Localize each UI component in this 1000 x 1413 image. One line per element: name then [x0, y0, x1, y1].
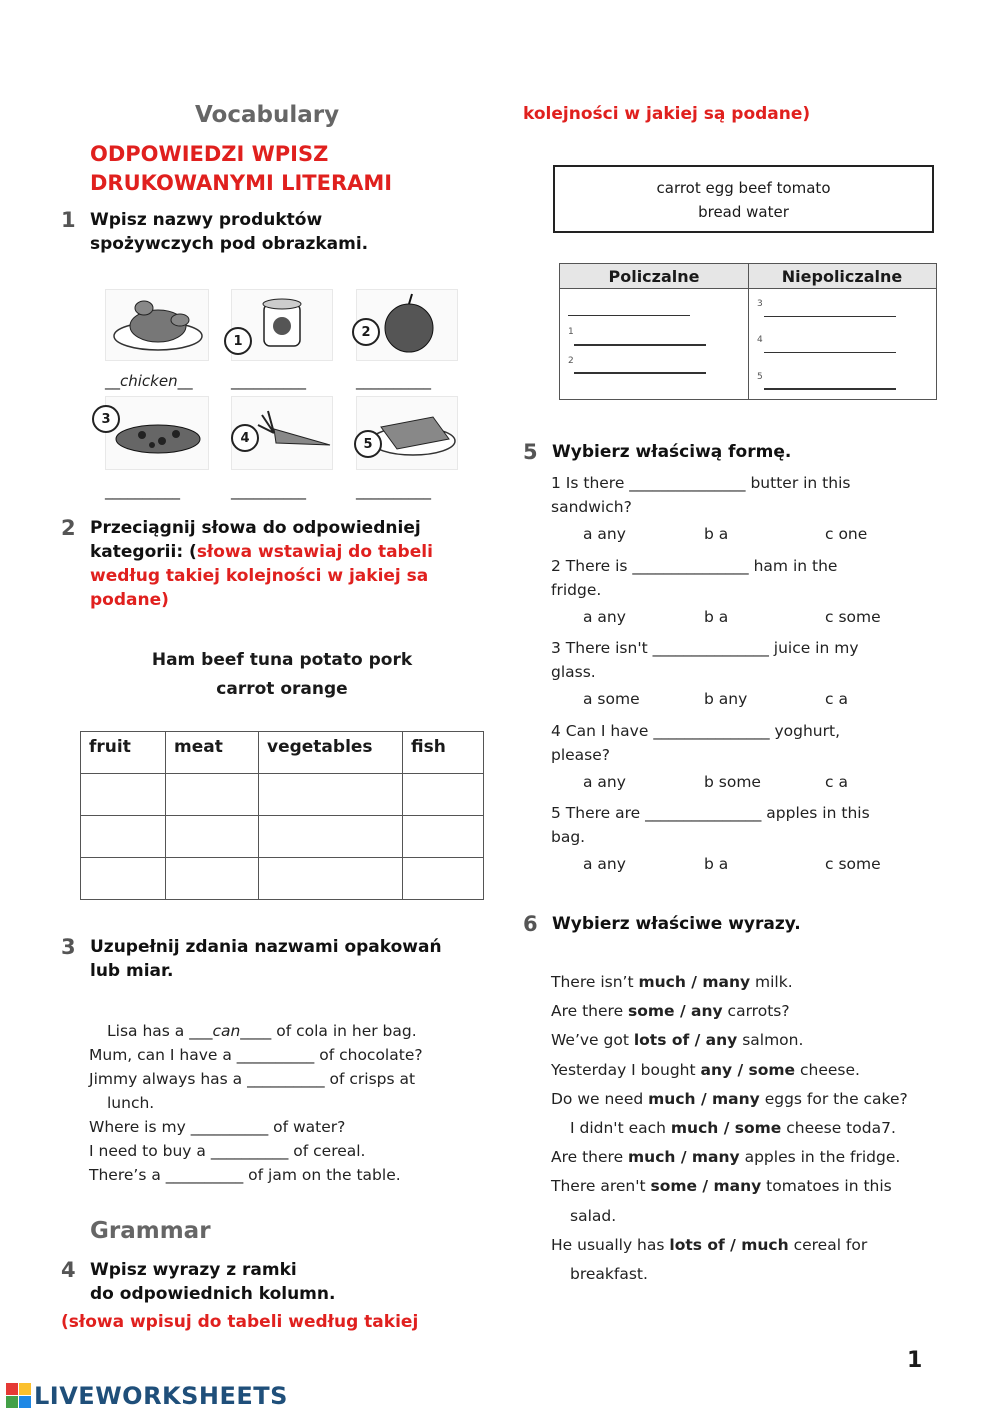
- ex5-o4c[interactable]: c a: [825, 773, 848, 791]
- exercise-5-number: 5: [523, 440, 538, 464]
- ex5-q5-block: [551, 801, 870, 849]
- ex5-o2b[interactable]: b a: [704, 608, 729, 626]
- ex5-q4b: please?: [551, 746, 611, 764]
- red-title-line2: DRUKOWANYMI LITERAMI: [90, 171, 393, 195]
- ex2-line2a: kategorii: (: [90, 542, 197, 562]
- line-number-5: 5: [757, 372, 763, 382]
- ex5-o4b[interactable]: b some: [704, 773, 761, 791]
- ex6-l4-post: cheese.: [795, 1060, 860, 1079]
- ex5-questions: [551, 471, 971, 519]
- line-number-3: 3: [757, 299, 763, 309]
- chicken-icon: [106, 290, 208, 360]
- ex6-l2-post: carrots?: [722, 1002, 790, 1021]
- ex5-o2a[interactable]: a any: [583, 608, 626, 626]
- answer-line-3[interactable]: [764, 316, 896, 317]
- category-table: [80, 731, 484, 900]
- ex5-o3b[interactable]: b any: [704, 690, 748, 708]
- ex6-l9-pre: He usually has: [551, 1235, 670, 1254]
- ex5-q5: 5 There are _______________ apples in this: [551, 804, 870, 822]
- ex2-line2: [90, 540, 433, 564]
- line-number-4: 4: [757, 335, 763, 345]
- picture-label-4: 4: [231, 424, 259, 452]
- ex5-q4: 4 Can I have _______________ yoghurt,: [551, 722, 841, 740]
- liveworksheets-logo-icon: [6, 1383, 32, 1409]
- ex5-o5b[interactable]: b a: [704, 855, 729, 873]
- answer-blank-2[interactable]: __________: [356, 372, 431, 390]
- exercise-5-title: Wybierz właściwą formę.: [552, 442, 792, 462]
- ex5-o3c[interactable]: c a: [825, 690, 848, 708]
- answer-blank-1[interactable]: __________: [231, 372, 306, 390]
- ex2-line2b: słowa wstawiaj do tabeli: [196, 542, 433, 562]
- exercise-3-number: 3: [61, 935, 76, 959]
- grammar-heading: Grammar: [90, 1218, 211, 1244]
- ex6-line-8: [551, 1172, 908, 1201]
- ex6-l1-post: milk.: [750, 973, 793, 991]
- drop-cell[interactable]: [259, 816, 403, 858]
- drop-cell[interactable]: [259, 774, 403, 816]
- ex2-words-line2[interactable]: carrot orange: [216, 679, 348, 699]
- answer-blank-4[interactable]: __________: [231, 482, 306, 500]
- ex6-l5-pre: Do we need: [551, 1089, 649, 1108]
- ex3-sentence-3b: lunch.: [107, 1094, 155, 1112]
- ex5-q2: 2 There is _______________ ham in the: [551, 557, 838, 575]
- pizza-icon: [106, 397, 208, 469]
- ex3-sentence-3[interactable]: Jimmy always has a __________ of crisps at: [89, 1070, 416, 1088]
- ex6-l6-post: cheese toda7.: [781, 1119, 896, 1138]
- ex2-line3: według takiej kolejności w jakiej sa: [90, 566, 429, 586]
- answer-line-1[interactable]: [574, 344, 706, 346]
- drop-cell[interactable]: [166, 816, 259, 858]
- exercise-4-number: 4: [61, 1258, 76, 1282]
- ex6-l1-pre: There isn’t: [551, 973, 639, 991]
- ex5-o1b[interactable]: b a: [704, 525, 729, 543]
- exercise-3-instruction: [90, 935, 442, 983]
- ex6-line-8b: salad.: [570, 1206, 617, 1225]
- picture-label-3: 3: [92, 405, 120, 433]
- drop-cell[interactable]: [81, 858, 166, 900]
- ex5-q1: 1 Is there _______________ butter in this: [551, 474, 851, 492]
- pizza-picture: [105, 396, 209, 470]
- word-box-line2[interactable]: bread water: [698, 203, 789, 221]
- ex6-l6-choice[interactable]: much / some: [670, 1119, 782, 1138]
- line-number-2: 2: [568, 356, 574, 366]
- ex6-l3-choice[interactable]: lots of / any: [633, 1031, 738, 1050]
- ex1-line2: spożywczych pod obrazkami.: [90, 234, 369, 254]
- ex3-s1-post: of cola in her bag.: [271, 1022, 417, 1040]
- ex6-l3-post: salmon.: [737, 1031, 804, 1050]
- ex2-word-bank: [80, 646, 484, 704]
- red-title-line1: ODPOWIEDZI WPISZ: [90, 142, 329, 166]
- ex6-l8-post: tomatoes in this: [761, 1177, 892, 1196]
- vocabulary-heading: Vocabulary: [195, 102, 340, 128]
- drop-cell[interactable]: [259, 858, 403, 900]
- ex5-o2c[interactable]: c some: [825, 608, 881, 626]
- header-niepoliczalne: Niepoliczalne: [781, 267, 903, 286]
- ex5-q3b: glass.: [551, 663, 596, 681]
- exercise-1-instruction: [90, 208, 368, 256]
- ex6-l7-post: apples in the fridge.: [739, 1148, 901, 1167]
- header-meat: meat: [166, 732, 259, 774]
- exercise-2-number: 2: [61, 516, 76, 540]
- answer-blank-5[interactable]: __________: [356, 482, 431, 500]
- ex5-o1a[interactable]: a any: [583, 525, 626, 543]
- ex5-o5a[interactable]: a any: [583, 855, 626, 873]
- ex3-sentence-6[interactable]: There’s a __________ of jam on the table.: [89, 1166, 401, 1184]
- ex6-l2-pre: Are there: [551, 1002, 629, 1021]
- word-box: [553, 165, 934, 233]
- answer-line[interactable]: [568, 315, 690, 316]
- drop-cell[interactable]: [81, 816, 166, 858]
- ex3-s1-answer: ___can____: [189, 1022, 272, 1040]
- drop-cell[interactable]: [166, 774, 259, 816]
- header-fish: fish: [403, 732, 484, 774]
- ex6-line-9b: breakfast.: [570, 1265, 648, 1284]
- word-box-line1[interactable]: carrot egg beef tomato: [656, 179, 831, 197]
- answer-line-5[interactable]: [764, 388, 896, 390]
- ex6-l8-choice[interactable]: some / many: [650, 1177, 762, 1196]
- ex1-line1: Wpisz nazwy produktów: [90, 210, 323, 230]
- page-number: 1: [907, 1348, 923, 1373]
- exercise-6-title: Wybierz właściwe wyrazy.: [552, 914, 801, 934]
- ex3-sentence-5[interactable]: I need to buy a __________ of cereal.: [89, 1142, 366, 1160]
- ex5-o1c[interactable]: c one: [825, 525, 868, 543]
- answer-line-4[interactable]: [764, 352, 896, 353]
- liveworksheets-logo: [6, 1382, 288, 1410]
- ex6-l5-choice[interactable]: much / many: [648, 1089, 760, 1108]
- ex3-sentences: [89, 1019, 423, 1187]
- logo-text: LIVEWORKSHEETS: [34, 1382, 288, 1410]
- answer-chicken: __chicken__: [105, 372, 193, 390]
- ex6-l8-pre: There aren't: [551, 1177, 651, 1196]
- exercise-4-instruction: [90, 1258, 335, 1306]
- ex6-l1-choice[interactable]: much / many: [638, 973, 751, 991]
- ex6-line-9: [551, 1231, 908, 1260]
- exercise-2-instruction: [90, 516, 433, 612]
- red-instruction-title: [90, 140, 392, 198]
- ex6-l5-post: eggs for the cake?: [759, 1089, 908, 1108]
- picture-label-5: 5: [354, 430, 382, 458]
- ex6-line-5: [551, 1085, 908, 1114]
- ex4-line1: Wpisz wyrazy z ramki: [90, 1260, 297, 1280]
- drop-cell[interactable]: [166, 858, 259, 900]
- drop-cell[interactable]: [403, 774, 484, 816]
- ex5-q4-block: [551, 719, 840, 767]
- ex4-red-instruction: (słowa wpisuj do tabeli według takiej: [61, 1312, 419, 1332]
- exercise-6-number: 6: [523, 912, 538, 936]
- ex6-line-4: [551, 1056, 908, 1085]
- ex5-q1b: sandwich?: [551, 498, 632, 516]
- ex3-sentence-2[interactable]: Mum, can I have a __________ of chocolate?: [89, 1046, 423, 1064]
- ex3-sentence-4[interactable]: Where is my __________ of water?: [89, 1118, 346, 1136]
- answer-line-2[interactable]: [574, 372, 706, 374]
- ex5-o5c[interactable]: c some: [825, 855, 881, 873]
- ex5-o3a[interactable]: a some: [583, 690, 640, 708]
- ex6-l6-pre: I didn't each: [570, 1119, 671, 1138]
- line-number-1: 1: [568, 327, 574, 337]
- ex3-sentence-1: [89, 1019, 423, 1043]
- ex5-q3-block: [551, 636, 859, 684]
- chicken-picture: [105, 289, 209, 361]
- ex6-line-2: [551, 997, 908, 1026]
- ex5-q3: 3 There isn't _______________ juice in my: [551, 639, 859, 657]
- ex5-q5b: bag.: [551, 828, 586, 846]
- header-policzalne: Policzalne: [608, 267, 700, 286]
- ex6-l9-choice[interactable]: lots of / much: [669, 1235, 789, 1254]
- answer-blank-3[interactable]: __________: [105, 482, 180, 500]
- countable-table: [559, 263, 937, 400]
- ex6-l7-pre: Are there: [551, 1148, 629, 1167]
- ex6-l4-choice[interactable]: any / some: [700, 1060, 796, 1079]
- drop-cell[interactable]: [403, 816, 484, 858]
- ex5-q2-block: [551, 554, 837, 602]
- ex6-line-6: [551, 1114, 908, 1143]
- picture-label-1: 1: [224, 327, 252, 355]
- ex4-line2: do odpowiednich kolumn.: [90, 1284, 336, 1304]
- ex6-line-1: [551, 968, 908, 997]
- ex6-sentences: [551, 968, 908, 1289]
- drop-cell[interactable]: [403, 858, 484, 900]
- ex3-line1: Uzupełnij zdania nazwami opakowań: [90, 937, 442, 957]
- exercise-1-number: 1: [61, 208, 76, 232]
- ex5-o4a[interactable]: a any: [583, 773, 626, 791]
- ex2-words-line1[interactable]: Ham beef tuna potato pork: [151, 650, 413, 670]
- ex6-l4-pre: Yesterday I bought: [551, 1060, 701, 1079]
- ex6-l7-choice[interactable]: much / many: [628, 1148, 740, 1167]
- ex6-l2-choice[interactable]: some / any: [628, 1002, 723, 1021]
- drop-cell[interactable]: [81, 774, 166, 816]
- ex2-line1: Przeciągnij słowa do odpowiedniej: [90, 518, 421, 538]
- ex3-line2: lub miar.: [90, 961, 174, 981]
- header-vegetables: vegetables: [259, 732, 403, 774]
- ex4-red-instruction-cont: kolejności w jakiej są podane): [523, 104, 811, 124]
- ex3-s1-pre: Lisa has a: [107, 1022, 190, 1040]
- ex6-l9-post: cereal for: [788, 1235, 868, 1254]
- picture-label-2: 2: [352, 318, 380, 346]
- ex5-q2b: fridge.: [551, 581, 602, 599]
- header-fruit: fruit: [81, 732, 166, 774]
- ex6-line-3: [551, 1026, 908, 1055]
- ex6-line-7: [551, 1143, 908, 1172]
- ex6-l3-pre: We’ve got: [551, 1031, 634, 1050]
- ex2-line4: podane): [90, 590, 169, 610]
